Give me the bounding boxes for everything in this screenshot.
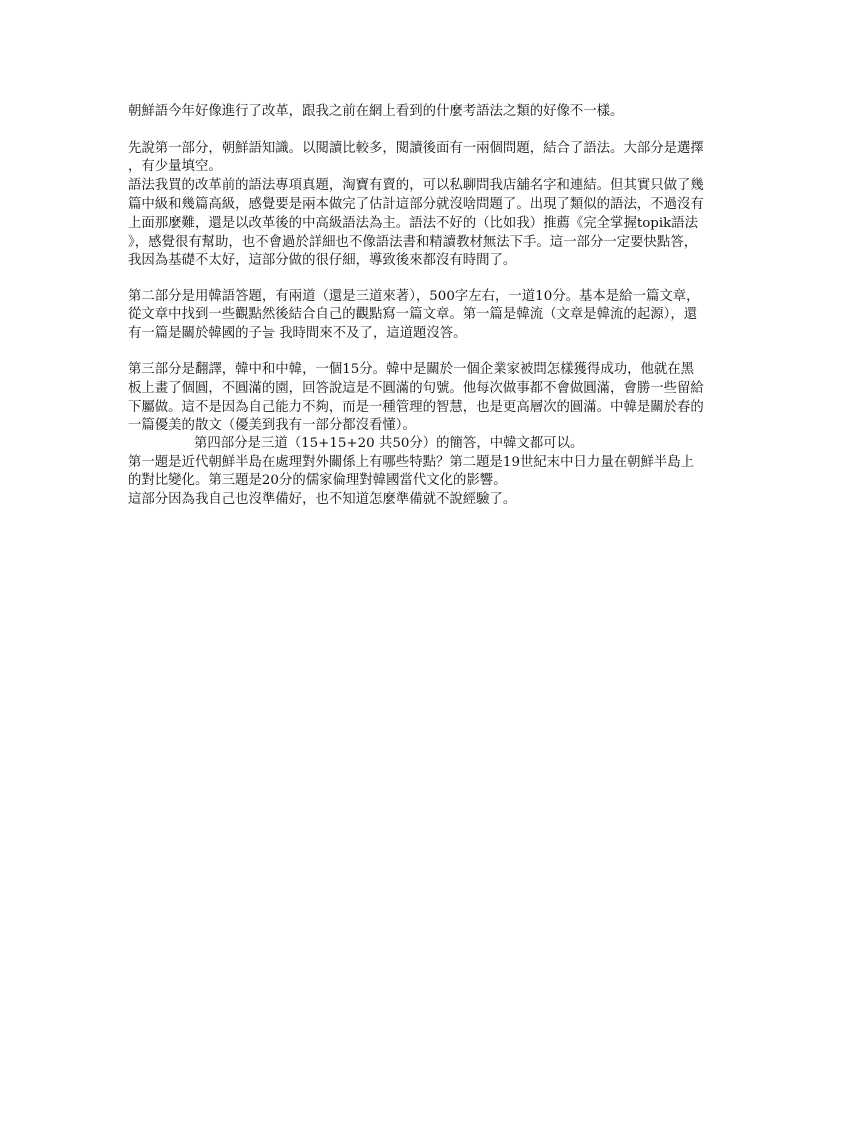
intro-line: 朝鮮語今年好像進行了改革，跟我之前在網上看到的什麼考語法之類的好像不一樣。 — [128, 104, 624, 119]
part3-line: 一篇優美的散文（優美到我有一部分都沒看懂）。 — [128, 418, 416, 433]
part2-line: 有一篇是關於韓國的子늘 我時間來不及了，這道題沒答。 — [128, 326, 467, 341]
part4-line: 這部分因為我自己也沒準備好，也不知道怎麼準備就不說經驗了。 — [128, 492, 517, 507]
part1-line: 》，感覺很有幫助，也不會過於詳細也不像語法書和精讀教材無法下手。這一部分一定要快點答， — [128, 235, 698, 250]
part3-line: 下屬做。這不是因為自己能力不夠，而是一種管理的智慧，也是更高層次的圓滿。中韓是關於春的 — [128, 400, 704, 415]
part1-line: 先說第一部分，朝鮮語知識。以閱讀比較多，閱讀後面有一兩個問題，結合了語法。大部分是選擇 — [128, 141, 704, 156]
part1-line: 篇中級和幾篇高級，感覺要是兩本做完了估計這部分就沒啥問題了。出現了類似的語法，不過沒有 — [128, 197, 704, 212]
part1-line: 語法我買的改革前的語法專項真題，淘寶有賣的，可以私聊問我店舖名字和連結。但其實只做了幾 — [128, 178, 704, 193]
part2-line: 第二部分是用韓語答題，有兩道（還是三道來著），500字左右，一道10分。基本是給一篇文章， — [128, 289, 700, 304]
part4-line: 的對比變化。第三題是20分的儒家倫理對韓國當代文化的影響。 — [128, 473, 507, 488]
part1-line: ，有少量填空。 — [128, 159, 222, 174]
part3-line: 第三部分是翻譯，韓中和中韓，一個15分。韓中是關於一個企業家被問怎樣獲得成功，他就在黑 — [128, 362, 695, 377]
part3-line: 板上畫了個圓，不圓滿的園，回答說這是不圓滿的句號。他每次做事都不會做圓滿，會勝一些留給 — [128, 381, 704, 396]
part1-line: 上面那麼難，還是以改革後的中高級語法為主。語法不好的（比如我）推薦《完全掌握topik語法 — [128, 216, 699, 231]
part2-line: 從文章中找到一些觀點然後結合自己的觀點寫一篇文章。第一篇是韓流（文章是韓流的起源），還 — [128, 307, 698, 322]
part4-line: 第一題是近代朝鮮半島在處理對外關係上有哪些特點？第二題是19世紀末中日力量在朝鮮半島上 — [128, 455, 695, 470]
part4-line: 第四部分是三道（15+15+20 共50分）的簡答，中韓文都可以。 — [194, 436, 584, 451]
part1-line: 我因為基礎不太好，這部分做的很仔細，導致後來都沒有時間了。 — [128, 253, 517, 268]
